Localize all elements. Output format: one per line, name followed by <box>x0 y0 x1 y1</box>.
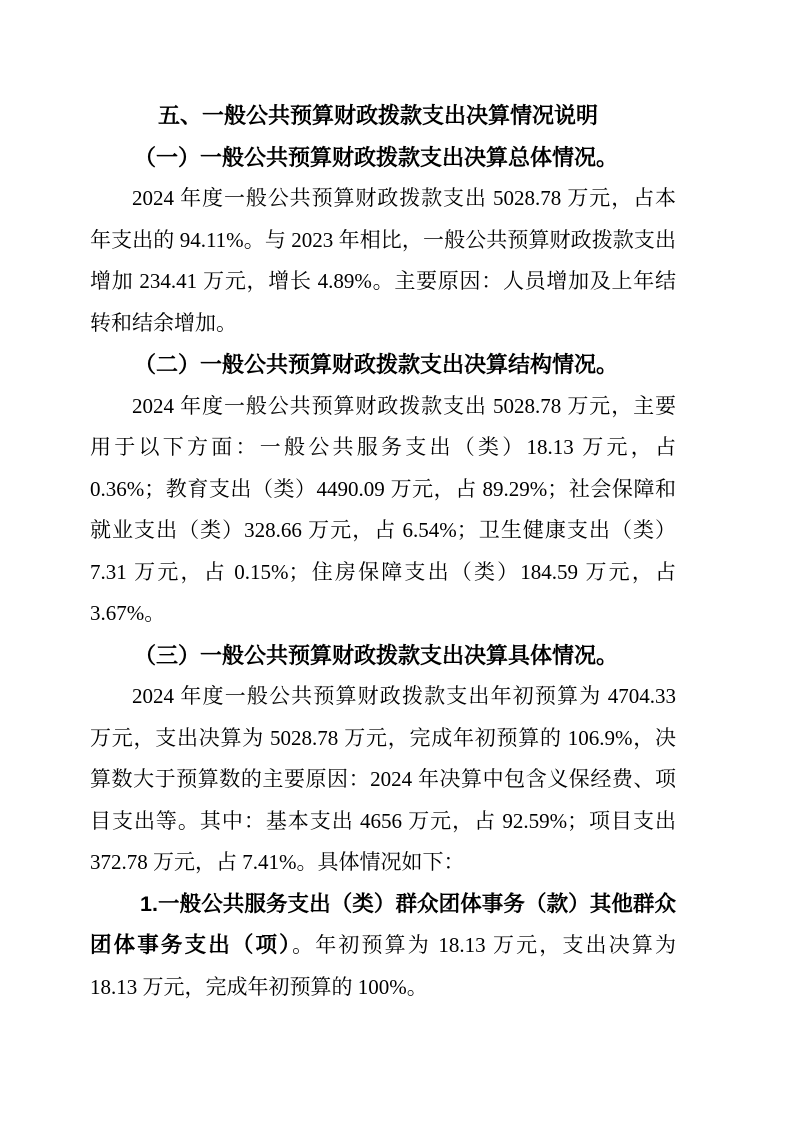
subsection-heading-structure: （二）一般公共预算财政拨款支出决算结构情况。 <box>134 352 619 377</box>
paragraph-item-1 <box>90 884 676 1009</box>
item-1-text: 。年初预算为 18.13 万元，支出决算为 18.13 万元，完成年初预算的 100%。 <box>90 933 676 999</box>
paragraph-structure-breakdown: 2024 年度一般公共预算财政拨款支出 5028.78 万元，主要用于以下方面：一般公共服务支出（类）18.13 万元，占 0.36%；教育支出（类）4490.09 万元，占 89.29%；社会保障和就业支出（类）328.66 万元，占 6.54%；卫生健康支出（类）7.31 万元，占 0.15%；住房保障支出（类）184.59 万元，占 3.67%。 <box>90 393 676 625</box>
section-heading-main: 五、一般公共预算财政拨款支出决算情况说明 <box>158 103 599 128</box>
item-1-bold-lead: 1.一般公共服务支出（类）群众团体事务（款）其他群众团体事务支出（项） <box>90 891 676 957</box>
paragraph-specific-situation: 2024 年度一般公共预算财政拨款支出年初预算为 4704.33 万元，支出决算为 5028.78 万元，完成年初预算的 106.9%，决算数大于预算数的主要原因：2024 年决算中包含义保经费、项目支出等。其中：基本支出 4656 万元，占 92.59%；项目支出 372.78 万元，占 7.41%。具体情况如下： <box>90 684 676 874</box>
subsection-heading-specific: （三）一般公共预算财政拨款支出决算具体情况。 <box>134 642 619 668</box>
subsection-heading-overall: （一）一般公共预算财政拨款支出决算总体情况。 <box>134 144 619 170</box>
paragraph-overall-situation: 2024 年度一般公共预算财政拨款支出 5028.78 万元，占本年支出的 94.11%。与 2023 年相比，一般公共预算财政拨款支出增加 234.41 万元，增长 4.89%。主要原因：人员增加及上年结转和结余增加。 <box>90 186 676 335</box>
